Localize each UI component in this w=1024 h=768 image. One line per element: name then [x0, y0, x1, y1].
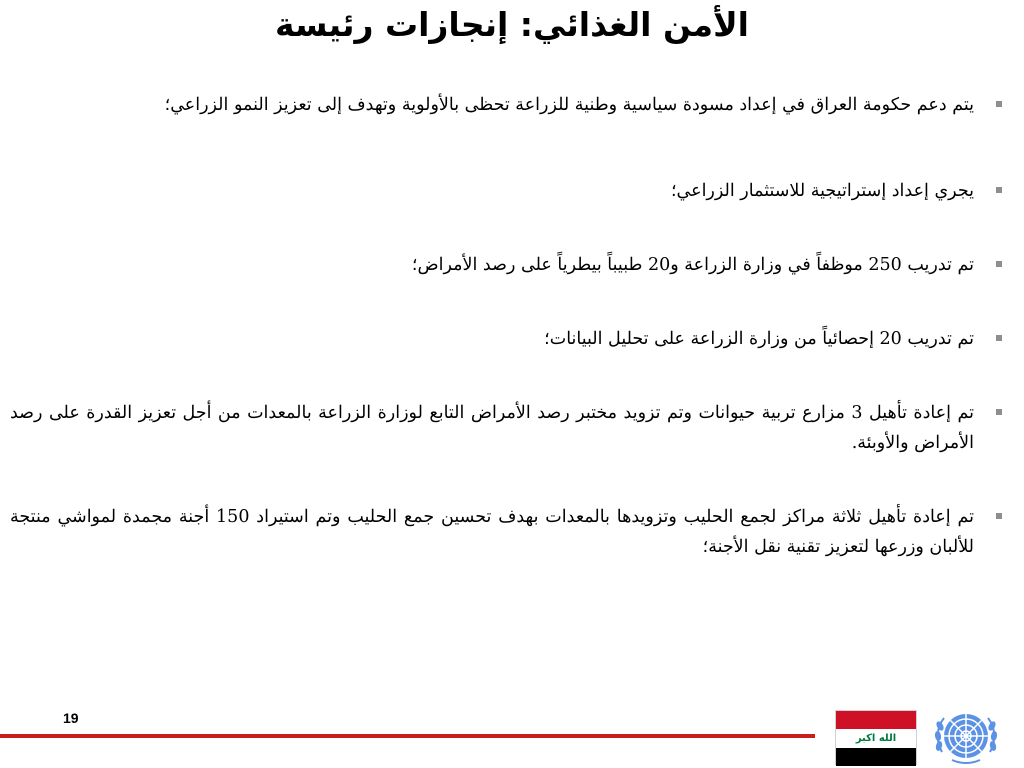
page-number: 19	[63, 710, 79, 726]
un-emblem-icon	[932, 708, 1000, 768]
bullet-square-icon	[996, 513, 1002, 519]
slide-title: الأمن الغذائي: إنجازات رئيسة	[275, 5, 749, 44]
bullet-text: تم إعادة تأهيل 3 مزارع تربية حيوانات وتم تزويد مختبر رصد الأمراض التابع لوزارة الزراعة بالمعدات من أجل تعزيز القدرة على رصد الأمراض والأوبئة.	[10, 403, 974, 453]
bullet-square-icon	[996, 409, 1002, 415]
bullet-text: يجري إعداد إستراتيجية للاستثمار الزراعي؛	[670, 181, 974, 201]
bullet-list	[10, 90, 1002, 562]
iraq-flag-icon	[835, 710, 917, 765]
bullet-text: يتم دعم حكومة العراق في إعداد مسودة سياسية وطنية للزراعة تحظى بالأولوية وتهدف إلى تعزيز النمو الزراعي؛	[164, 95, 974, 115]
bullet-text: تم تدريب 20 إحصائياً من وزارة الزراعة على تحليل البيانات؛	[544, 329, 974, 349]
bullet-item	[10, 176, 1002, 206]
bullet-item	[10, 398, 1002, 458]
bullet-item	[10, 324, 1002, 354]
bullet-item	[10, 502, 1002, 562]
bullet-square-icon	[996, 187, 1002, 193]
bullet-square-icon	[996, 261, 1002, 267]
bullet-item	[10, 250, 1002, 280]
bullet-square-icon	[996, 335, 1002, 341]
bullet-text: تم تدريب 250 موظفاً في وزارة الزراعة و20 طبيباً بيطرياً على رصد الأمراض؛	[411, 255, 974, 275]
bullet-square-icon	[996, 101, 1002, 107]
bullet-item	[10, 90, 1002, 120]
flag-script: الله اكبر	[855, 733, 897, 744]
footer-divider	[0, 734, 815, 738]
bullet-text: تم إعادة تأهيل ثلاثة مراكز لجمع الحليب وتزويدها بالمعدات بهدف تحسين جمع الحليب وتم استيراد 150 أجنة مجمدة لمواشي منتجة للألبان وزرعها لتعزيز تقنية نقل الأجنة؛	[10, 507, 974, 557]
